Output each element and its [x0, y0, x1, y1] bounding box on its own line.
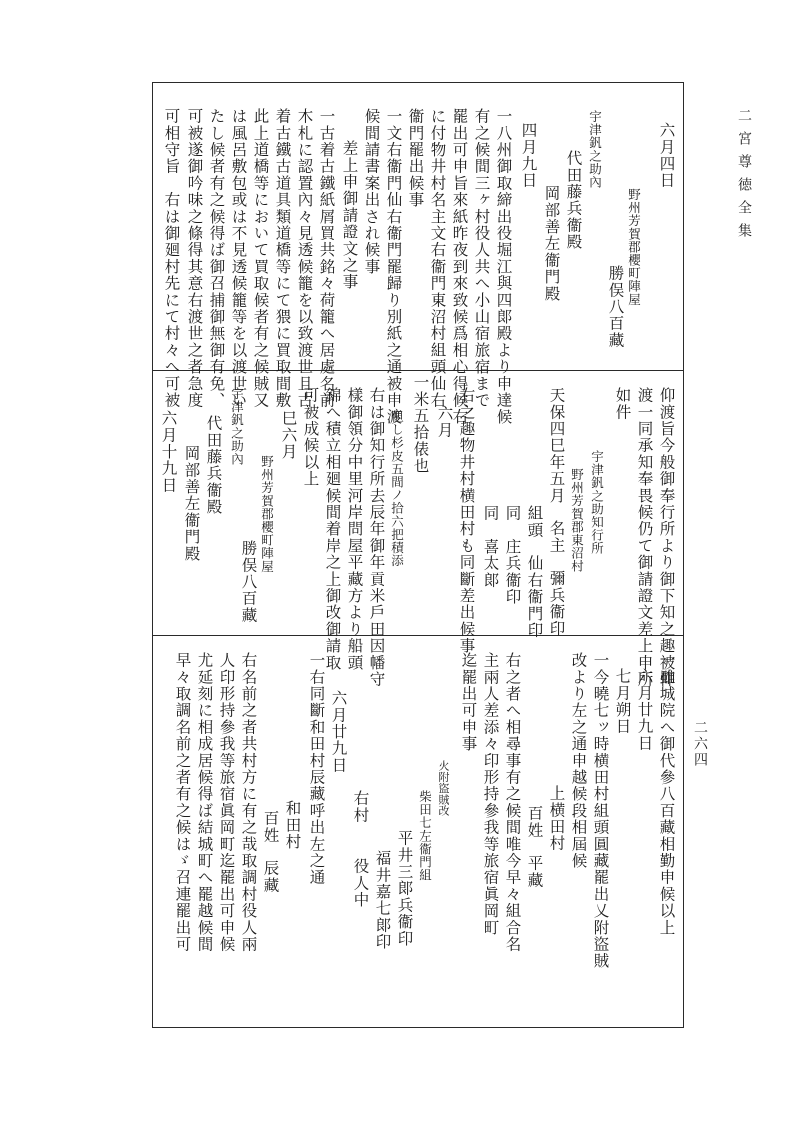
text-column: 罷出可申旨來紙昨夜到來致候爲相心得候右	[450, 108, 469, 426]
text-column: 四月九日	[519, 122, 538, 189]
text-column: 一米五拾俵也	[411, 374, 430, 475]
text-column: 人印形持參我等旅宿眞岡町迄罷出可申候	[217, 652, 236, 953]
text-column: 福井嘉七郞印	[373, 850, 392, 951]
text-column: 役人中	[351, 858, 370, 909]
text-column: 右之趣物井村横田村も同斷差出候事	[457, 387, 476, 655]
text-column: たし候者有之候得ば御召捕御無御有免、	[207, 108, 226, 409]
text-column: 右之者へ相尋事有之候間唯今早々組合名	[503, 652, 522, 953]
text-column: 上横田村	[547, 785, 566, 852]
text-column: 可被成候以上	[301, 387, 320, 488]
text-column: 火附盜賊改	[437, 760, 450, 816]
text-column: 候間請書案出され候事	[362, 108, 381, 275]
text-column: 平井三郞兵衞印	[395, 830, 414, 947]
text-column: 一八州御取締出役堀江與四郞殿より申達候	[494, 108, 513, 426]
text-column: 着古鐵古道具類道橋等にて猥に買取間敷	[273, 108, 292, 409]
running-head: 二宮尊徳全集	[736, 108, 752, 246]
text-column: 同 喜太郞	[481, 505, 500, 589]
text-column: 錦へ積立相廻候間着岸之上御改御請取	[323, 387, 342, 671]
text-column: 主兩人差添々印形持參我等旅宿眞岡町	[481, 652, 500, 936]
text-column: 巳六月	[279, 410, 298, 461]
text-column: は風呂敷包或は不見透候籠等を以渡世い	[229, 108, 248, 409]
band-divider-lower	[152, 635, 684, 636]
text-column: 可被遂御吟味之條得其意右渡世之者急度	[185, 108, 204, 409]
text-column: 六月廿九日	[329, 690, 348, 774]
text-column: 名主 彌兵衞印	[547, 520, 566, 637]
text-column: 尤延刻に相成居候得ば結城町へ罷越候間	[195, 652, 214, 953]
text-column: 可相守旨 右は御廻村先にて村々へ可被	[162, 108, 181, 409]
text-column: 右村	[351, 790, 370, 824]
text-column: 一今曉七ッ時横田村組頭圓藏罷出乂附盜賊	[591, 652, 610, 970]
text-column: 百姓 辰藏	[261, 810, 280, 894]
text-column: 但し杉皮五間ノ拾六把積添	[389, 410, 405, 568]
text-column: 勝俣八百藏	[606, 265, 625, 349]
text-column: 六月十九日	[159, 410, 178, 494]
text-column: 有之候間三ヶ村役人共へ小山宿旅宿まで	[472, 108, 491, 409]
text-column: 一右同斷和田村辰藏呼出左之通	[307, 652, 326, 886]
text-column: 渡一同承知奉畏候仍て御請證文差上申所	[635, 387, 654, 688]
text-column: 野州芳賀郡櫻町陣屋	[259, 455, 275, 573]
text-column: 岡部善左衞門殿	[542, 185, 561, 302]
text-column: 早々取調名前之者有之候はゞ召連罷出可	[173, 652, 192, 953]
text-column: 仰渡旨今般御奉行所より御下知之趣被仰	[657, 387, 676, 688]
text-column: 改より左之通申越候段相屆候	[569, 652, 588, 870]
text-column: 一雖城院へ御代參八百藏相勤申候以上	[657, 652, 676, 936]
text-column: 木札に認置內々見透候籠を以致渡世且古	[295, 108, 314, 409]
text-column: 岡部善左衞門殿	[182, 445, 201, 562]
text-column: 樣御領分中里河岸問屋平藏方より船頭	[345, 387, 364, 671]
text-column: 右は御知行所去辰年御年貢米戶田因幡守	[367, 387, 386, 688]
page-number: 二六四	[692, 720, 708, 768]
text-column: に付物井村名主文右衞門東沼村組頭仙右	[428, 108, 447, 409]
text-column: 野州芳賀郡東沼村	[569, 468, 585, 573]
text-column: 此上道橋等において買取候者有之候賊又	[251, 108, 270, 409]
text-column: 右名前之者共村方に有之哉取調村役人兩	[239, 652, 258, 953]
text-column: 宇津釩之助知行所	[589, 450, 605, 555]
text-column: 宇津釩之助內	[587, 110, 603, 189]
text-column: 組頭 仙右衞門印	[525, 505, 544, 639]
text-column: 代田藤兵衞殿	[564, 150, 583, 251]
text-column: 同 庄兵衞印	[503, 505, 522, 606]
text-column: 一文右衞門仙右衞門罷歸り別紙之通被申渡	[384, 108, 403, 426]
text-column: 野州芳賀郡櫻町陣屋	[626, 188, 642, 306]
text-column: 六月	[435, 405, 454, 439]
text-column: 勝俣八百藏	[239, 540, 258, 624]
text-column: 差上申御請證文之事	[340, 140, 359, 291]
text-column: 六月四日	[657, 122, 676, 189]
text-column: 如件	[613, 387, 632, 421]
text-column: 宇津釩之助內	[229, 387, 245, 466]
text-column: 一古着古鐵紙屑買共銘々荷籠へ居處名前	[317, 108, 336, 409]
text-column: 代田藤兵衞殿	[204, 415, 223, 516]
text-column: 柴田七左衞門組	[417, 790, 433, 882]
text-column: 衞門罷出候事	[406, 108, 425, 209]
text-column: 百姓 平藏	[525, 805, 544, 889]
text-column: 六月廿九日	[635, 668, 654, 752]
text-column: 和田村	[283, 800, 302, 851]
text-column: 天保四巳年五月	[547, 387, 566, 504]
text-column: 七月朔日	[613, 668, 632, 735]
text-column: 迄罷出可申事	[459, 652, 478, 753]
